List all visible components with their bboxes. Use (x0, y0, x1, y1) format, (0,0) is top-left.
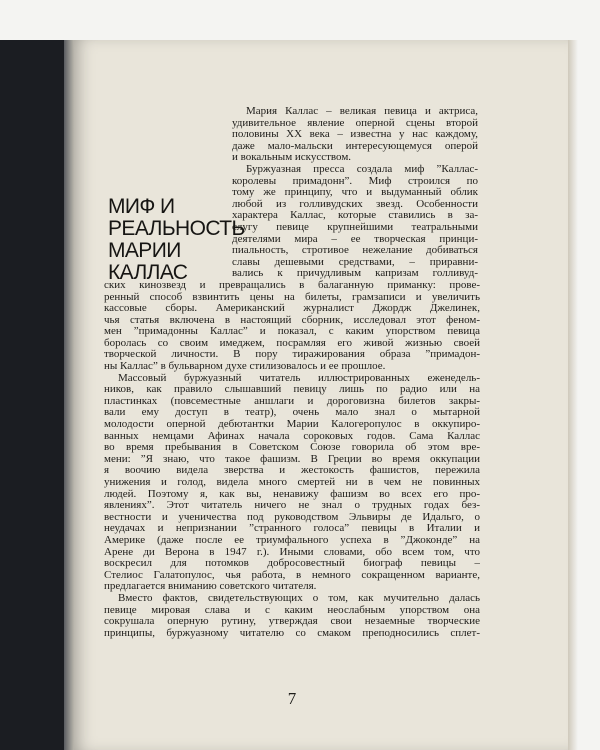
text-line: половины XX века – известна у нас каждому, (232, 129, 478, 141)
text-line: воскресил для потомков добросовестный биограф певицы – (104, 558, 480, 570)
page-edge (568, 40, 578, 750)
page-number: 7 (287, 689, 297, 708)
text-line: ванных немцами Афинах начала сороковых годов. Сама Каллас (104, 430, 480, 442)
text-line: творческой личности. В пору тиражирования образа ”примадон- (104, 349, 480, 361)
body-text (104, 106, 480, 639)
chapter-title-line: РЕАЛЬНОСТЬ (108, 217, 245, 240)
text-line: славы дешевыми средствами, – приравни- (232, 256, 478, 268)
text-line: Стелиос Галатопулос, чья работа, в немного сокращенном варианте, (104, 569, 480, 581)
text-line: вались к причудливым капризам голливуд- (232, 268, 478, 280)
book-cover (0, 40, 64, 750)
text-line: Вместо фактов, свидетельствующих о том, как мучительно далась (118, 592, 480, 604)
text-line: даже мало-мальски интересующемуся оперой (232, 140, 478, 152)
text-line: мени: ”Я знаю, что такое фашизм. В Греции во время оккупации (104, 453, 480, 465)
text-line: вестности и ученичества под руководством Эльвиры де Идальго, о (104, 511, 480, 523)
text-line: певице мировая слава и с каким неослабным упорством она (104, 604, 480, 616)
chapter-title-line: МАРИИ (108, 239, 181, 262)
text-line: Америке (даже после ее триумфального успеха в ”Джоконде” на (104, 534, 480, 546)
text-line: явлениях”. Этот читатель ничего не знал о трудных годах без- (104, 500, 480, 512)
text-line: ренный способ взвинтить цены на билеты, грамзаписи и увеличить (104, 291, 480, 303)
text-line: и вокальным искусством. (232, 152, 352, 164)
text-line: молодости оперной дебютантки Марии Калогеропулос в оккупиро- (104, 419, 480, 431)
chapter-title-line: МИФ И (108, 195, 175, 218)
text-line: характера Каллас, которые ставились в за- (232, 210, 478, 222)
text-line: любой из голливудских звезд. Особенности (232, 198, 478, 210)
text-line: неудачах и непризнании ”странного голоса” певицы в Италии и (104, 523, 480, 535)
text-line: удивительное явление оперной сцены второй (232, 117, 478, 129)
text-line: унижения и голод, видела много смертей ни в чем не повинных (104, 477, 480, 488)
text-line: тому же принципу, что и выдуманный облик (232, 187, 478, 199)
text-line: Массовый буржуазный читатель иллюстрированных еженедель- (118, 372, 480, 384)
chapter-title-line: КАЛЛАС (108, 261, 188, 284)
text-line: принципы, буржуазному читателю со смаком преподносились сплет- (104, 627, 480, 639)
text-line: чья статья включена в настоящий сборник, исследовал этот феном- (104, 314, 480, 326)
text-line: сокрушала оперную рутину, утверждая свои незаемные творческие (104, 616, 480, 628)
text-line: Арене ди Верона в 1947 г.). Иными словами, обо всем том, что (104, 546, 480, 558)
text-line: мен ”примадонны Каллас” и показал, с каким упорством певица (104, 326, 480, 338)
text-line: во время пребывания в Советском Союзе говорила об этом вре- (104, 442, 480, 454)
text-line: вали ему доступ в театр), очень мало знал о мытарной (104, 407, 480, 419)
text-line: слугу певице крупнейшими театральными (232, 221, 478, 233)
text-line: кассовые сборы. Американский журналист Джордж Джелинек, (104, 303, 480, 315)
text-line: пластинках (повсеместные аншлаги и дороговизна билетов закры- (104, 395, 480, 407)
text-line: я воочию видела зверства и жестокость фашистов, пережила (104, 465, 480, 477)
text-line: королевы примадонн”. Миф строился по (232, 175, 478, 187)
text-line: людей. Поэтому я, как вы, ненавижу фашизм во всех его про- (104, 488, 480, 500)
text-line: ны Каллас” в бульварном духе стилизовалось и ее прошлое. (104, 361, 386, 373)
text-line: ников, как правило слышавший певицу лишь по радио или на (104, 384, 480, 396)
text-line: Буржуазная пресса создала миф ”Каллас- (246, 163, 478, 175)
text-line: предлагается вниманию советского читателя. (104, 581, 317, 593)
text-line: ских кинозвезд и превращались в балаганную приманку: прове- (104, 279, 480, 291)
text-line: пиальность, стротивое нежелание добиваться (232, 245, 478, 257)
text-line: Мария Каллас – великая певица и актриса, (246, 106, 478, 117)
text-line: деятелями мира – ее творческая принци- (232, 233, 478, 245)
book-spine-shadow (64, 40, 74, 750)
text-line: боролась со своим имеджем, посрамляя его живой жизнью своей (104, 337, 480, 349)
